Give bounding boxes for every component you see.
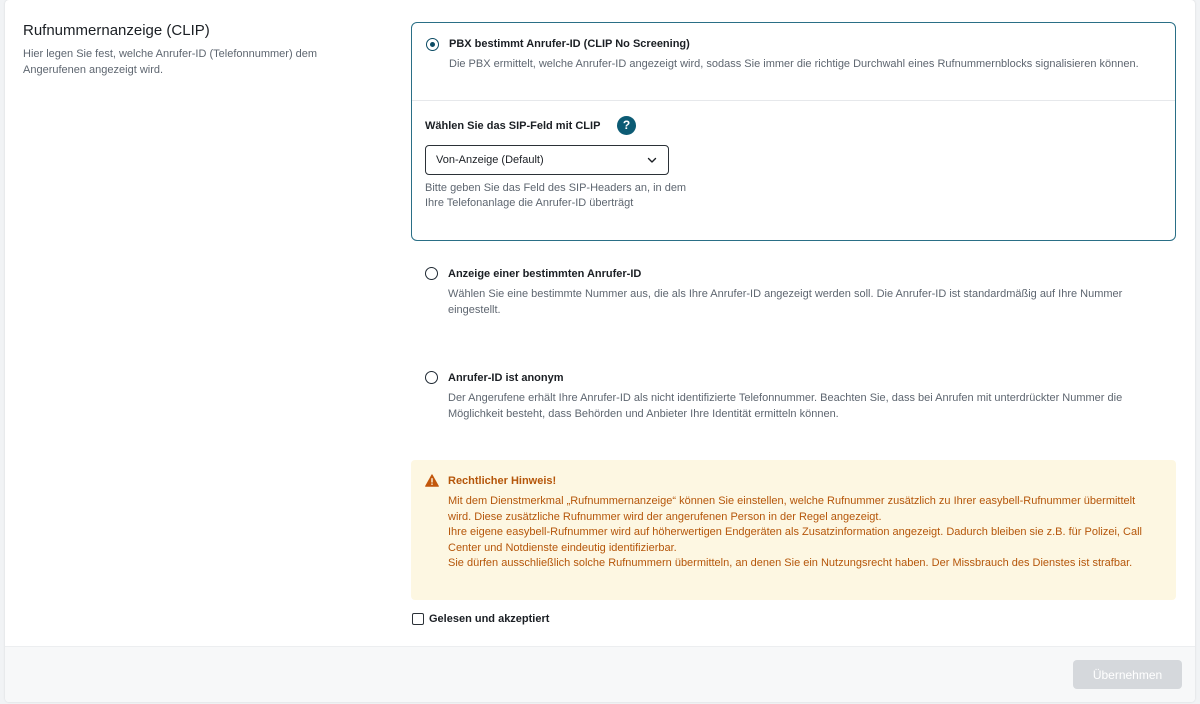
legal-warning-body [448, 494, 1148, 572]
option-pbx[interactable] [412, 23, 1175, 101]
option-anonymous-radio[interactable] [425, 371, 438, 384]
clip-options [411, 22, 1176, 570]
accept-terms-checkbox[interactable] [412, 613, 424, 625]
option-specific-id[interactable] [411, 262, 1176, 322]
section-description: Hier legen Sie fest, welche Anrufer-ID (Telefonnummer) dem Angerufenen angezeigt wird. [23, 48, 318, 76]
option-pbx-title: PBX bestimmt Anrufer-ID (CLIP No Screening) [449, 38, 690, 50]
sip-field-select-value: Von-Anzeige (Default) [436, 154, 544, 166]
section-title: Rufnummernanzeige (CLIP) [23, 22, 210, 39]
sip-field-label: Wählen Sie das SIP-Feld mit CLIP [425, 120, 601, 132]
sip-field-help: Bitte geben Sie das Feld des SIP-Headers an, in dem Ihre Telefonanlage die Anrufer-ID überträgt [425, 182, 687, 209]
section-header [23, 22, 373, 78]
legal-warning-line: Ihre eigene easybell-Rufnummer wird auf höherwertigen Endgeräten als Zusatzinformation angezeigt. Dadurch bleiben sie z.B. für Polizei, Call Center und Notdienste eindeutig identifizierbar. [448, 526, 1142, 554]
option-anonymous[interactable] [411, 366, 1176, 426]
warning-triangle-icon [425, 474, 439, 487]
option-pbx-radio[interactable] [426, 38, 439, 51]
option-pbx-box [411, 22, 1176, 241]
footer-bar [5, 646, 1195, 702]
option-specific-id-radio[interactable] [425, 267, 438, 280]
question-mark-icon[interactable]: ? [617, 116, 636, 135]
legal-warning-line: Mit dem Dienstmerkmal „Rufnummernanzeige“ können Sie einstellen, welche Rufnummer zusätzlich zu Ihrer easybell-Rufnummer übermittelt wird. Diese zusätzliche Rufnummer wird der angerufenen Person in der Regel angezeigt. [448, 495, 1136, 523]
chevron-down-icon [646, 154, 658, 166]
option-specific-id-title: Anzeige einer bestimmten Anrufer-ID [448, 268, 642, 280]
option-specific-id-description: Wählen Sie eine bestimmte Nummer aus, die als Ihre Anrufer-ID angezeigt werden soll. Die Anrufer-ID ist standardmäßig auf Ihre Nummer eingestellt. [448, 288, 1123, 316]
settings-card [5, 0, 1195, 702]
option-anonymous-description: Der Angerufene erhält Ihre Anrufer-ID als nicht identifizierte Telefonnummer. Beachten Sie, dass bei Anrufen mit unterdrückter Nummer die Möglichkeit besteht, dass Behörden und Anbieter Ihre Identität ermitteln können. [448, 392, 1123, 420]
legal-warning-line: Sie dürfen ausschließlich solche Rufnummern übermitteln, an denen Sie ein Nutzungsrecht haben. Der Missbrauch des Dienstes ist strafbar. [448, 557, 1133, 570]
legal-warning-title: Rechtlicher Hinweis! [448, 475, 557, 487]
option-pbx-description: Die PBX ermittelt, welche Anrufer-ID angezeigt wird, sodass Sie immer die richtige Durchwahl eines Rufnummernblocks signalisieren können. [449, 58, 1139, 70]
accept-terms-label: Gelesen und akzeptiert [429, 613, 550, 625]
option-anonymous-title: Anrufer-ID ist anonym [448, 372, 564, 384]
apply-button[interactable]: Übernehmen [1073, 660, 1182, 689]
sip-field-select[interactable] [425, 145, 669, 175]
legal-warning [411, 460, 1176, 600]
